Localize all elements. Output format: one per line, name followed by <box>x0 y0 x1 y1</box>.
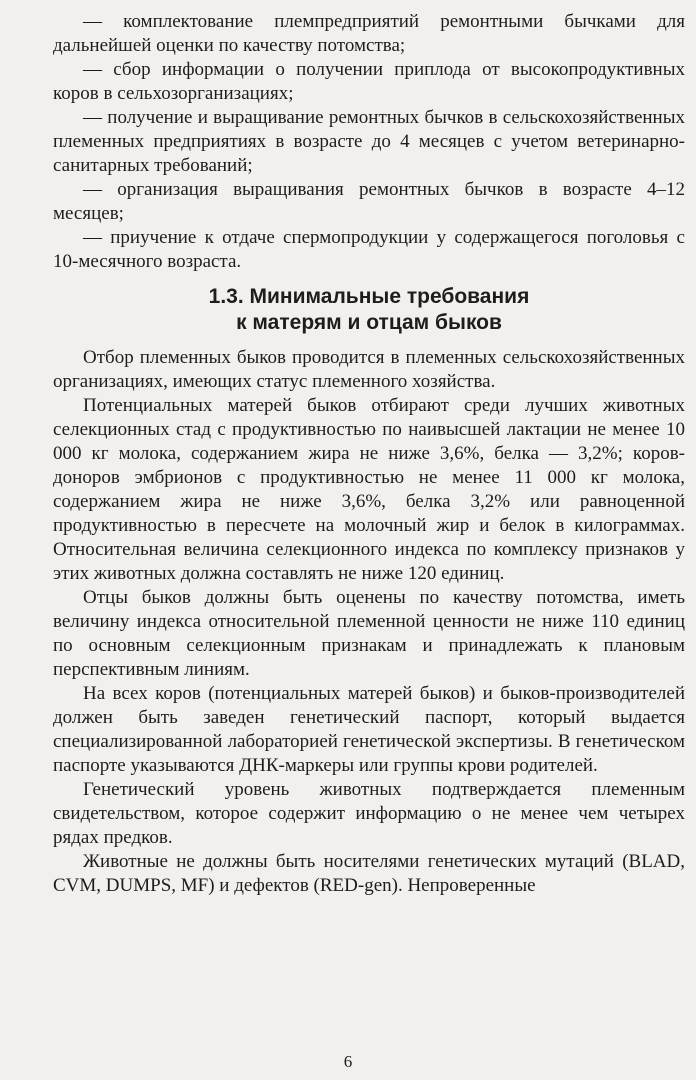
page-number: 6 <box>343 1052 353 1071</box>
list-item: — организация выращивания ремонтных бычков в возрасте 4–12 месяцев; <box>53 179 685 224</box>
list-item: — приучение к отдаче спермопродукции у содержащегося поголовья с 10-месячного возраста. <box>53 227 685 272</box>
paragraph: На всех коров (потенциальных матерей быков) и быков-производителей должен быть заведен генетический паспорт, который выдается специализированной лабораторией генетической экспертизы. В генетическом паспорте указываются ДНК-маркеры или группы крови родителей. <box>53 683 685 776</box>
section-heading <box>53 284 685 336</box>
list-item: — получение и выращивание ремонтных бычков в сельскохозяйственных племенных предприятиях в возрасте до 4 месяцев с учетом ветеринарно-санитарных требований; <box>53 107 685 176</box>
list-item: — сбор информации о получении приплода от высокопродуктивных коров в сельхозорганизациях; <box>53 59 685 104</box>
paragraph: Отцы быков должны быть оценены по качеству потомства, иметь величину индекса относительной племенной ценности не ниже 110 единиц по основным селекционным признакам и принадлежать к плановым перспективным линиям. <box>53 587 685 680</box>
page-body <box>53 10 685 898</box>
paragraph: Животные не должны быть носителями генетических мутаций (BLAD, CVM, DUMPS, MF) и дефектов (RED-gen). Непроверенные <box>53 851 685 896</box>
list-item: — комплектование племпредприятий ремонтными бычками для дальнейшей оценки по качеству потомства; <box>53 11 685 56</box>
paragraph: Отбор племенных быков проводится в племенных сельскохозяйственных организациях, имеющих статус племенного хозяйства. <box>53 347 685 392</box>
section-heading-line-1: 1.3. Минимальные требования <box>208 285 530 308</box>
section-heading-line-2: к матерям и отцам быков <box>236 311 502 334</box>
paragraph: Генетический уровень животных подтверждается племенным свидетельством, которое содержит информацию о не менее чем четырех рядах предков. <box>53 779 685 848</box>
paragraph: Потенциальных матерей быков отбирают среди лучших животных селекционных стад с продуктивностью по наивысшей лактации не менее 10 000 кг молока, содержанием жира не ниже 3,6%, белка — 3,2%; коров-доноров эмбрионов с продуктивностью не менее 11 000 кг молока, содержанием жира не ниже 3,6%, белка 3,2% или равноценной продуктивностью в пересчете на молочный жир и белок в килограммах. Относительная величина селекционного индекса по комплексу признаков у этих животных должна составлять не ниже 120 единиц. <box>53 395 685 584</box>
